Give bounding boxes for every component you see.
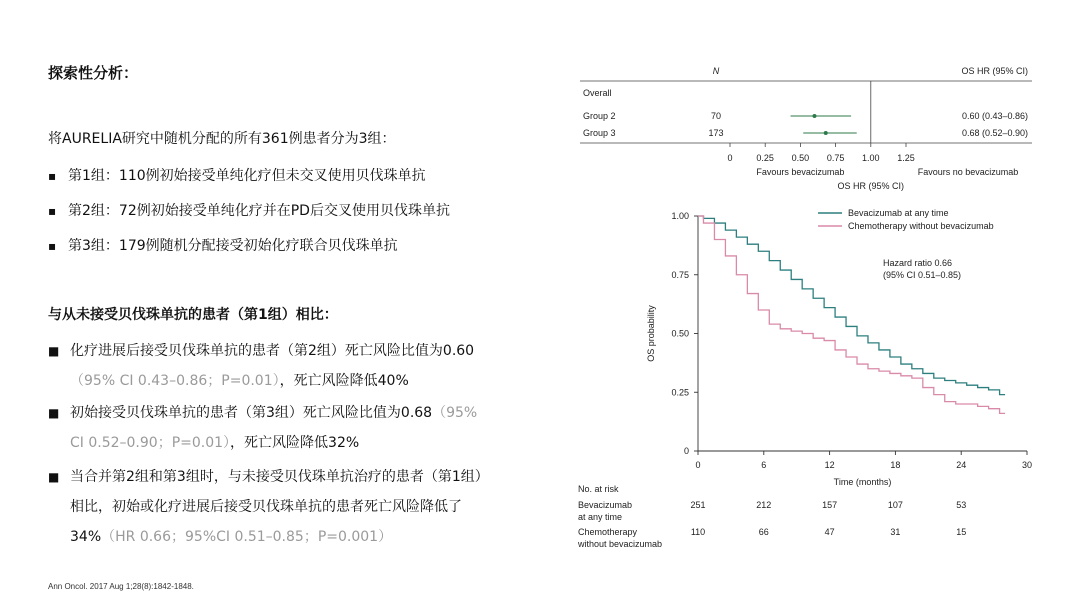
x-tick-label: 18 xyxy=(890,460,901,470)
finding-result: ，死亡风险降低40% xyxy=(279,373,409,389)
bullet-item xyxy=(48,235,398,255)
risk-value: 110 xyxy=(690,527,706,537)
bullet-dot: ▪ xyxy=(48,169,57,183)
x-tick-label: 12 xyxy=(824,460,835,470)
finding-text: 初始接受贝伐珠单抗的患者（第3组）死亡风险比值为0.68 xyxy=(70,405,433,421)
finding-result: 34% xyxy=(70,529,102,545)
y-tick-label: 1.00 xyxy=(671,211,689,221)
hazard-ratio-annotation: Hazard ratio 0.66 xyxy=(883,258,953,268)
risk-value: 15 xyxy=(956,527,967,537)
risk-value: 157 xyxy=(822,500,838,510)
bullet-text: 第1组：110例初始接受单纯化疗但未交叉使用贝伐珠单抗 xyxy=(68,168,426,184)
risk-value: 53 xyxy=(956,500,967,510)
x-axis-label: Time (months) xyxy=(833,477,892,487)
risk-value: 251 xyxy=(690,500,706,510)
forest-point xyxy=(824,131,828,135)
forest-favours-right: Favours no bevacizumab xyxy=(917,167,1019,177)
square-bullet: ■ xyxy=(48,406,60,420)
x-tick-label: 24 xyxy=(956,460,967,470)
forest-x-axis-label: OS HR (95% CI) xyxy=(837,181,905,191)
risk-value: 107 xyxy=(887,500,903,510)
x-tick-label: 0 xyxy=(695,460,701,470)
x-tick-label: 6 xyxy=(761,460,767,470)
finding-ci: （95% xyxy=(432,405,478,421)
forest-row-label: Group 3 xyxy=(583,128,616,138)
finding-text: 当合并第2组和第3组时，与未接受贝伐珠单抗治疗的患者（第1组） xyxy=(70,469,489,485)
finding-item xyxy=(48,462,548,552)
forest-hr-header: OS HR (95% CI) xyxy=(961,66,1028,76)
finding-ci: CI 0.52–0.90；P=0.01） xyxy=(70,435,231,451)
forest-overall-label: Overall xyxy=(583,88,612,98)
km-plot xyxy=(570,200,1040,560)
x-tick-label: 30 xyxy=(1021,460,1033,470)
section-heading: 探索性分析： xyxy=(48,64,139,82)
series-line xyxy=(698,216,1005,395)
bullet-item xyxy=(48,200,450,220)
legend-label: Chemotherapy without bevacizumab xyxy=(848,221,994,231)
forest-row-n: 173 xyxy=(708,128,724,138)
bullet-dot: ▪ xyxy=(48,239,57,253)
y-axis-label: OS probability xyxy=(646,305,656,362)
risk-row-label: Bevacizumab xyxy=(578,500,633,510)
finding-text: 相比，初始或化疗进展后接受贝伐珠单抗的患者死亡风险降低了 xyxy=(70,499,462,515)
forest-favours-left: Favours bevacizumab xyxy=(756,167,845,177)
risk-row-label: without bevacizumab xyxy=(578,539,663,549)
series-line xyxy=(698,216,1005,413)
risk-value: 47 xyxy=(824,527,835,537)
finding-result: ，死亡风险降低32% xyxy=(230,435,360,451)
finding-text: 化疗进展后接受贝伐珠单抗的患者（第2组）死亡风险比值为0.60 xyxy=(70,343,475,359)
finding-item xyxy=(48,336,548,396)
forest-row-hr: 0.60 (0.43–0.86) xyxy=(961,111,1028,121)
bullet-text: 第2组：72例初始接受单纯化疗并在PD后交叉使用贝伐珠单抗 xyxy=(68,203,450,219)
hazard-ratio-annotation: (95% CI 0.51–0.85) xyxy=(883,270,962,280)
intro-text: 将AURELIA研究中随机分配的所有361例患者分为3组： xyxy=(48,131,396,147)
forest-xtick-label: 1.25 xyxy=(897,153,915,163)
forest-n-header: N xyxy=(712,66,720,76)
forest-xtick-label: 0 xyxy=(727,153,733,163)
source-citation: Ann Oncol. 2017 Aug 1;28(8):1842-1848. xyxy=(48,582,194,591)
bullet-item xyxy=(48,165,426,185)
forest-row-label: Group 2 xyxy=(583,111,616,121)
y-tick-label: 0.50 xyxy=(671,328,689,339)
y-tick-label: 0.25 xyxy=(671,387,689,398)
forest-xtick-label: 0.25 xyxy=(756,153,774,163)
square-bullet: ■ xyxy=(48,470,60,484)
square-bullet: ■ xyxy=(48,344,60,358)
risk-value: 66 xyxy=(758,527,769,537)
finding-item xyxy=(48,398,548,458)
y-tick-label: 0 xyxy=(683,446,689,456)
finding-ci: （95% CI 0.43–0.86；P=0.01） xyxy=(70,373,280,389)
forest-xtick-label: 1.00 xyxy=(862,153,880,163)
y-tick-label: 0.75 xyxy=(671,269,689,280)
risk-value: 212 xyxy=(756,500,772,510)
finding-ci: （HR 0.66；95%CI 0.51–0.85；P=0.001） xyxy=(101,529,393,545)
bullet-text: 第3组：179例随机分配接受初始化疗联合贝伐珠单抗 xyxy=(68,238,398,254)
risk-row-label: Chemotherapy xyxy=(578,527,638,537)
forest-xtick-label: 0.75 xyxy=(826,153,845,163)
forest-row-hr: 0.68 (0.52–0.90) xyxy=(961,128,1028,138)
comparison-heading: 与从未接受贝伐珠单抗的患者（第1组）相比： xyxy=(48,307,338,323)
forest-point xyxy=(812,114,816,118)
risk-row-label: at any time xyxy=(578,512,623,522)
forest-row-n: 70 xyxy=(710,111,722,121)
forest-plot xyxy=(570,55,1040,200)
forest-xtick-label: 0.50 xyxy=(791,153,810,163)
bullet-dot: ▪ xyxy=(48,204,57,218)
risk-table-header: No. at risk xyxy=(578,484,619,494)
risk-value: 31 xyxy=(890,527,901,537)
legend-label: Bevacizumab at any time xyxy=(848,208,949,218)
